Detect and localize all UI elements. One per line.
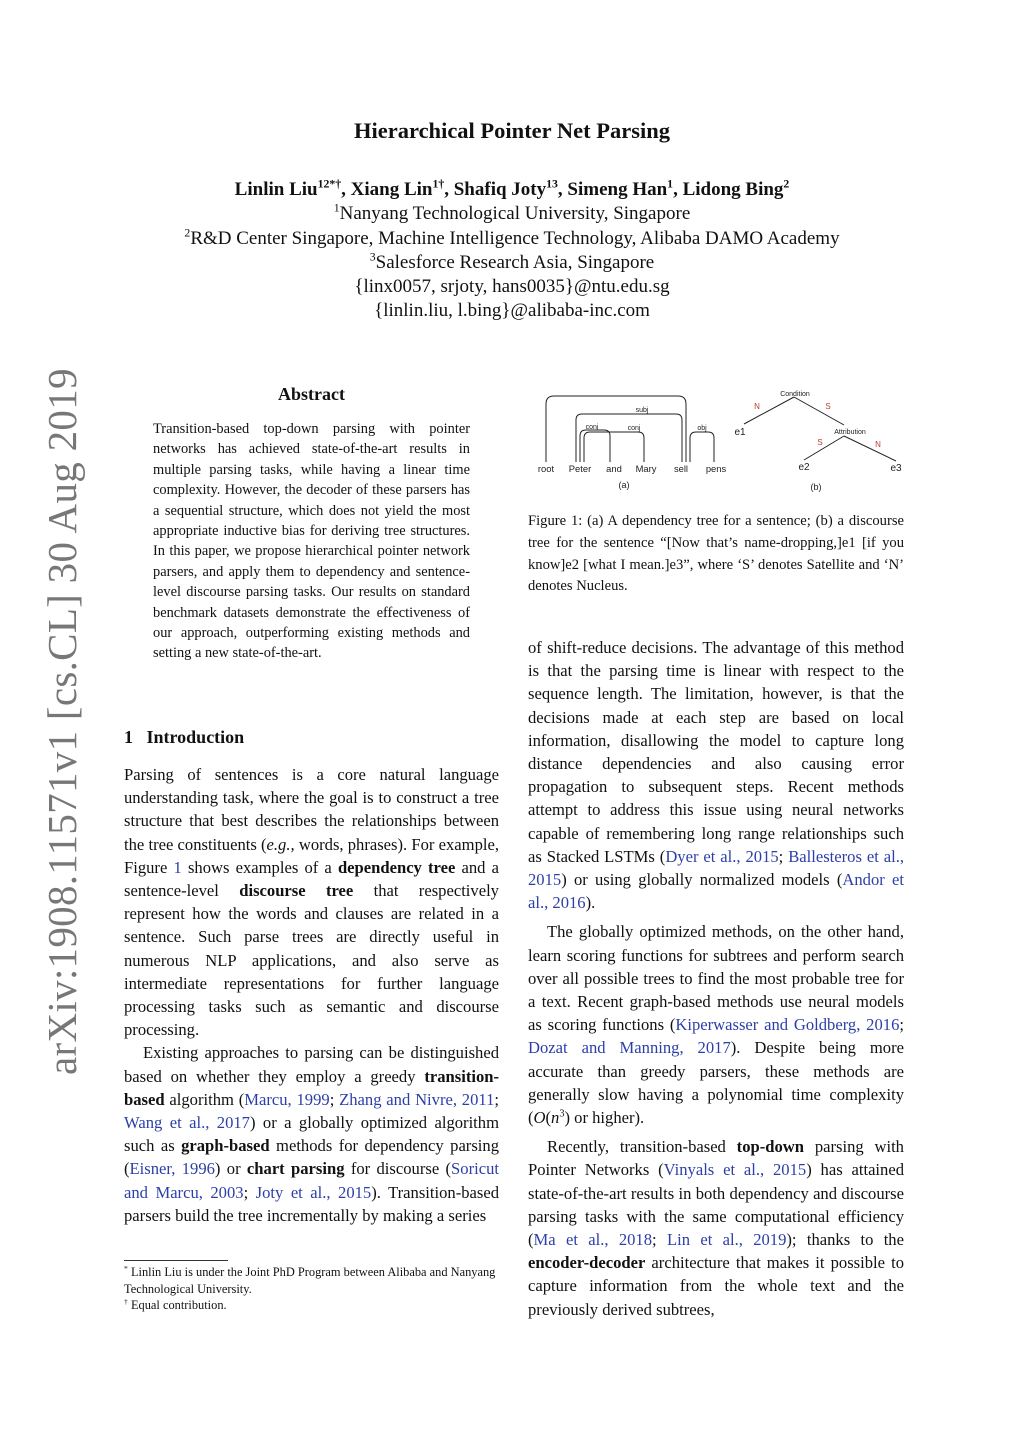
- paragraph: of shift-reduce decisions. The advantage of this method is that the parsing time is linear with respect to the sequence length. The limitation, however, is that the decisions made at each step are based on local information, disallowing the model to capture long distance dependencies and also causing error propagation to subsequent steps. Recent methods attempt to address this issue using neural networks capable of remembering long range relationships such as Stacked LSTMs (Dyer et al., 2015; Ballesteros et al., 2015) or using globally normalized models (Andor et al., 2016).: [528, 638, 905, 913]
- edge: [794, 397, 844, 425]
- discourse-relation: Condition: [780, 391, 810, 398]
- arxiv-identifier: arXiv:1908.11571v1 [cs.CL] 30 Aug 2019: [39, 368, 85, 1075]
- abstract-heading: Abstract: [278, 384, 345, 404]
- dep-word: and: [606, 463, 622, 474]
- dep-word: Mary: [635, 463, 657, 474]
- author-name: Linlin Liu: [234, 179, 318, 200]
- dep-word: Peter: [568, 463, 592, 474]
- author-name: Xiang Lin: [350, 179, 433, 200]
- email: {linx0057, srjoty, hans0035}@ntu.edu.sg: [354, 276, 670, 298]
- edge: [804, 436, 844, 460]
- author-name: Shafiq Joty: [453, 179, 547, 200]
- arc-conj-2: [584, 432, 644, 462]
- arc-label: conj: [585, 424, 599, 431]
- abstract-text: Transition-based top-down parsing with pointer networks has achieved state-of-the-art results in multiple parsing tasks, while having a linear time complexity. However, the decoder of these parsers has a sequential structure, which does not yield the most appropriate inductive bias for deriving tree structures. In this paper, we propose hierarchical pointer network parsers, and apply them to dependency and sentence-level discourse parsing tasks. Our results on standard benchmark datasets demonstrate the effectiveness of our approach, outperforming existing methods and setting a new state-of-the-art.: [153, 421, 470, 662]
- nucleus-label: N: [875, 440, 881, 449]
- edu-node: e1: [734, 427, 746, 438]
- edu-node: e2: [798, 462, 810, 473]
- dep-word: root: [537, 463, 555, 474]
- arc-obj: [690, 432, 714, 462]
- edu-node: e3: [890, 463, 902, 474]
- affiliation: $^3$Salesforce Research Asia, Singapore: [369, 250, 655, 273]
- satellite-label: S: [817, 438, 823, 447]
- footnote-rule: [124, 1260, 228, 1261]
- paragraph: Parsing of sentences is a core natural language understanding task, where the goal is to construct a tree structure that best describes the relationships between the tree constituents (e.g., words, phrases). For example, Figure 1 shows examples of a dependency tree and a sentence-level discourse tree that respectively represent how the words and clauses are related in a sentence. Such parse trees are directly useful in numerous NLP applications, and also serve as intermediate representations for further language processing tasks such as semantic and discourse processing.: [124, 765, 499, 1040]
- author-list: Linlin Liu$^{12*\dagger}$, Xiang Lin$^{1\dagger}$, Shafiq Joty$^{13}$, Simeng Han$^1$, Lidong Bing$^2$: [234, 177, 790, 200]
- figure-1: [528, 384, 908, 496]
- intro-right-column: [528, 636, 904, 1321]
- abstract: [153, 384, 470, 664]
- arc-root: [546, 396, 686, 462]
- affiliation: $^2$R&D Center Singapore, Machine Intelligence Technology, Alibaba DAMO Academy: [184, 226, 840, 249]
- arc-label: obj: [697, 425, 707, 432]
- discourse-relation: Attribution: [834, 429, 866, 436]
- author-block: [0, 178, 1024, 324]
- author-name: Lidong Bing: [682, 179, 784, 200]
- edge: [844, 436, 896, 461]
- footnote: * Linlin Liu is under the Joint PhD Program between Alibaba and Nanyang Technological University.: [124, 1263, 496, 1296]
- author-name: Simeng Han: [567, 179, 668, 200]
- satellite-label: S: [825, 402, 831, 411]
- paragraph: The globally optimized methods, on the other hand, learn scoring functions for subtrees and perform search over all possible trees to find the most probable tree for a text. Recent graph-based methods use neural models as scoring functions (Kiperwasser and Goldberg, 2016; Dozat and Manning, 2017). Despite being more accurate than greedy parsers, these methods are generally slow having a polynomial time complexity ($O(n^3)$ or higher).: [528, 922, 904, 1128]
- paragraph: Recently, transition-based top-down parsing with Pointer Networks (Vinyals et al., 2015) has attained state-of-the-art results in both dependency and discourse parsing tasks with the same computational efficiency (Ma et al., 2018; Lin et al., 2019); thanks to the encoder-decoder architecture that makes it possible to capture information from the whole text and the previously derived subtrees,: [528, 1137, 905, 1319]
- arc-label: conj: [627, 425, 641, 432]
- edge: [744, 397, 794, 424]
- email: {linlin.liu, l.bing}@alibaba-inc.com: [374, 300, 650, 322]
- intro-left-column: [124, 763, 499, 1227]
- figure-caption: Figure 1: (a) A dependency tree for a sentence; (b) a discourse tree for the sentence “[Now that’s name-dropping,]e1 [if you know]e2 [what I mean.]e3”, where ‘S’ denotes Satellite and ‘N’ denotes Nucleus.: [528, 513, 904, 595]
- footnotes: [124, 1264, 502, 1314]
- dep-word: pens: [705, 463, 727, 474]
- paragraph: Existing approaches to parsing can be distinguished based on whether they employ a greedy transition-based algorithm (Marcu, 1999; Zhang and Nivre, 2011; Wang et al., 2017) or a globally optimized algorithm such as graph-based methods for dependency parsing (Eisner, 1996) or chart parsing for discourse (Soricut and Marcu, 2003; Joty et al., 2015). Transition-based parsers build the tree incrementally by making a series: [124, 1043, 500, 1225]
- affiliation: $^1$Nanyang Technological University, Singapore: [333, 201, 691, 225]
- dep-word: sell: [673, 463, 689, 474]
- section-heading: 1 Introduction: [124, 727, 245, 747]
- arc-subj: [576, 414, 682, 462]
- paper-title: Hierarchical Pointer Net Parsing: [354, 118, 670, 143]
- arc-label: subj: [635, 407, 649, 414]
- panel-label-a: (a): [618, 480, 630, 490]
- nucleus-label: N: [754, 402, 760, 411]
- panel-label-b: (b): [810, 482, 822, 492]
- footnote: † Equal contribution.: [124, 1297, 227, 1313]
